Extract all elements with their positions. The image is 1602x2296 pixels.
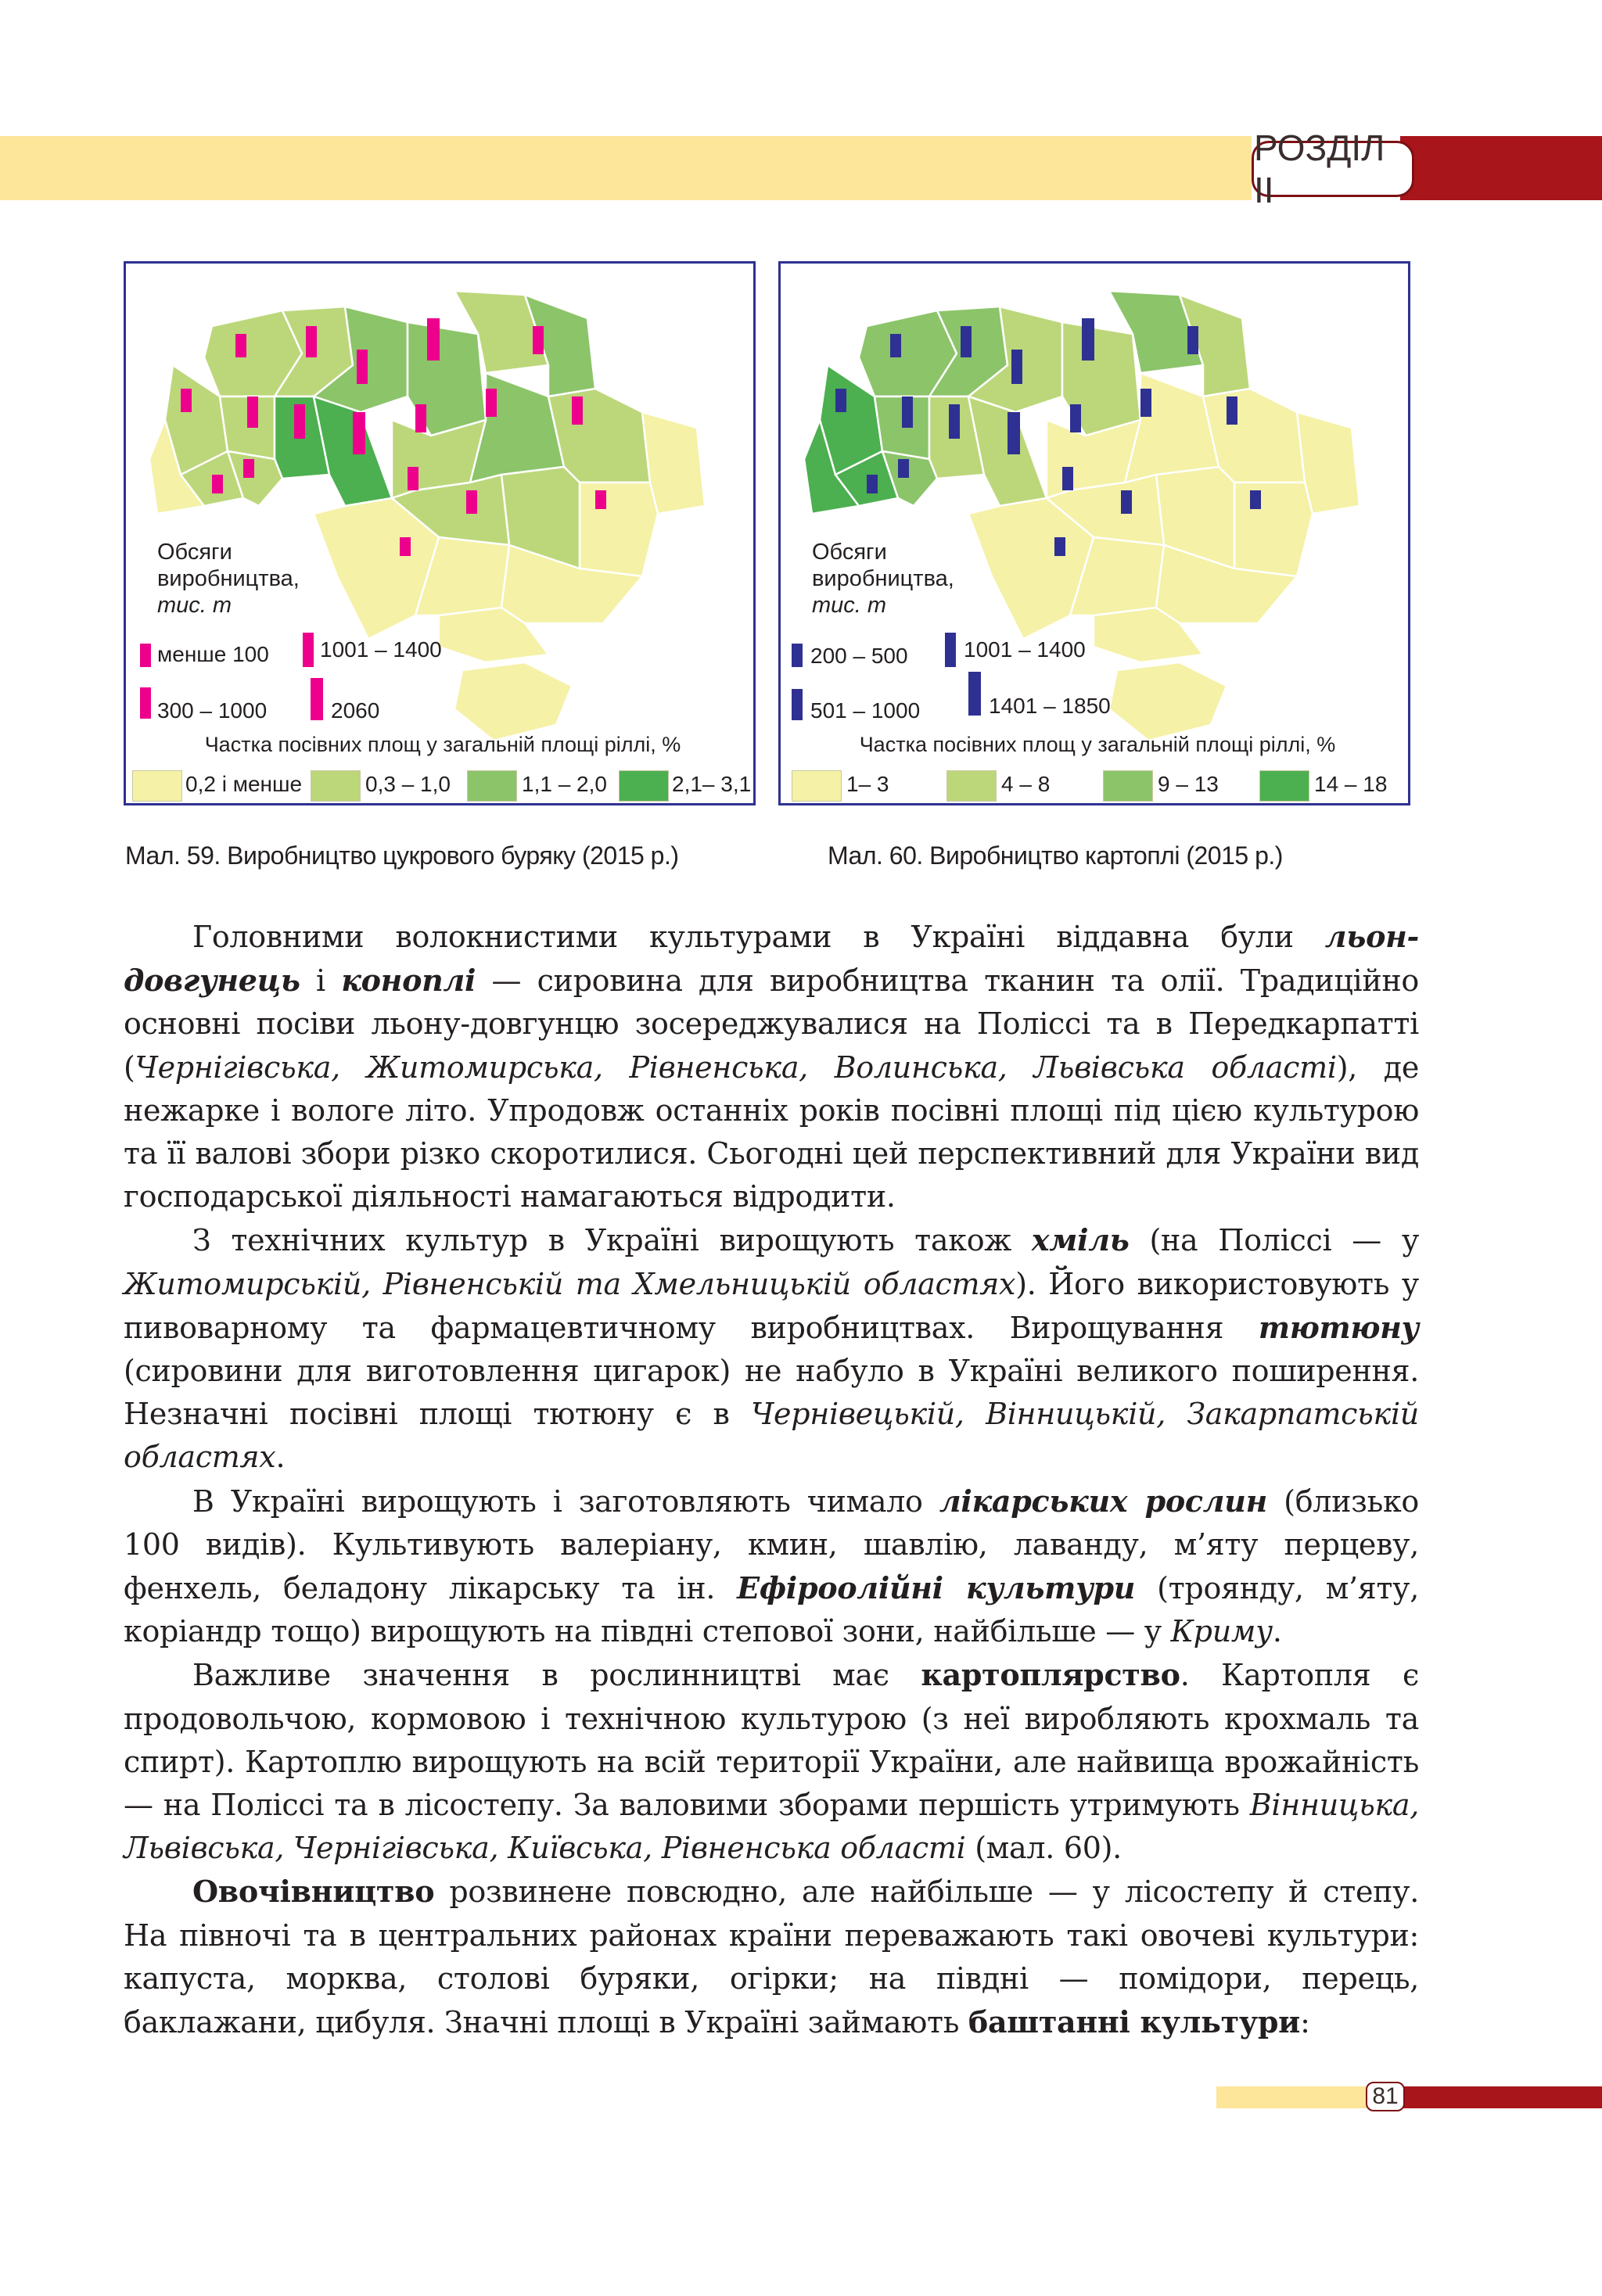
legend-volume-4: 1401 – 1850 <box>989 694 1111 718</box>
share-legend-title: Частка посівних площ у загальній площі ріллі, % <box>204 733 681 756</box>
text-run: (на Поліссі — у <box>1129 1223 1419 1258</box>
paragraph <box>124 1480 1419 1654</box>
text-run: З технічних культур в Україні вирощують також <box>192 1223 1032 1258</box>
text-run: Вінницька, Львівська, Чернігівська, Київська, Рівненська області <box>124 1788 1419 1866</box>
share-legend-title: Частка посівних площ у загальній площі ріллі, % <box>859 733 1336 756</box>
text-run: (близько 100 видів). Культивують валеріану, кмин, шавлію, лаванду, м’яту перцеву, фенхель, беладону лікарську та ін. <box>124 1483 1419 1606</box>
text-run: хміль <box>1031 1222 1130 1258</box>
legend-volume-2: 1001 – 1400 <box>964 637 1086 662</box>
text-run: розвинене повсюдно, але найбільше — у лісостепу й степу. На півночі та в центральних районах країни переважають такі овочеві культури: капуста, морква, столові буряки, огірки; на півдні — помідори, перець, баклажани, цибуля. Значні площі в Україні займають <box>124 1874 1419 2040</box>
share-label-1: 0,2 і менше <box>185 772 303 796</box>
share-label-2: 0,3 – 1,0 <box>365 772 451 796</box>
text-run: баштанні культури <box>968 2004 1301 2040</box>
text-run: (троянду, м’яту, коріандр тощо) вирощують на півдні степової зони, найбільше — у <box>124 1571 1419 1649</box>
footer-accent <box>1400 2086 1602 2108</box>
production-bar <box>247 396 258 428</box>
share-swatch-4 <box>1259 770 1309 802</box>
text-run: Головними волокнистими культурами в Україні віддавна були <box>192 920 1325 954</box>
share-swatch-2 <box>311 770 361 802</box>
text-run: — сировина для виробництва тканин та олії. Традиційно основні посіви льону-довгунцю зосереджувалися на Поліссі та в Передкарпатті ( <box>124 963 1419 1085</box>
text-run: Чернівецькій, Вінницькій, Закарпатській областях <box>124 1397 1419 1475</box>
legend-bar-max <box>968 672 981 716</box>
text-run: . <box>275 1440 286 1475</box>
region-donetsk <box>580 483 658 576</box>
region-donetsk <box>1234 483 1313 576</box>
production-bar <box>961 326 972 357</box>
share-swatch-3 <box>1103 770 1153 802</box>
production-bar <box>306 326 317 357</box>
text-run: ), де нежарке і вологе літо. Упродовж останніх років посівні площі під цією культурою та її валові збори різко скоротилися. Сьогодні цей перспективний для України вид господарської діяльності намагаються відродити. <box>124 1049 1420 1214</box>
header-accent <box>1400 136 1602 200</box>
text-run: Овочівництво <box>192 1874 435 1910</box>
production-bar <box>572 396 583 425</box>
production-bar <box>533 326 544 354</box>
share-swatch-3 <box>467 770 517 802</box>
legend-bar-large <box>303 633 314 667</box>
production-bar <box>1082 318 1094 361</box>
text-run: Криму <box>1170 1614 1273 1649</box>
legend-volume-1: 200 – 500 <box>810 644 908 668</box>
production-bar <box>486 389 497 417</box>
body-text <box>124 915 1419 2044</box>
text-run: Ефіроолійні культури <box>737 1570 1136 1606</box>
text-run: льон-довгунець <box>124 919 1419 999</box>
production-bar <box>235 334 246 357</box>
production-bar <box>357 350 368 384</box>
production-bar <box>1187 326 1198 354</box>
legend-bar-medium <box>140 687 151 719</box>
production-bar <box>181 389 192 412</box>
text-run: коноплі <box>341 963 476 999</box>
legend-bar-small <box>140 644 151 667</box>
text-run: (сировини для виготовлення цигарок) не набуло в Україні великого поширення. Незначні посівні площі тютюну є в <box>124 1354 1419 1432</box>
legend-bar-small <box>792 644 803 667</box>
legend-bar-medium <box>792 689 803 720</box>
text-run: Житомирській, Рівненській та Хмельницькій областях <box>124 1266 1016 1301</box>
paragraph <box>124 1870 1419 2044</box>
production-bar <box>1062 467 1073 490</box>
production-bar <box>902 396 913 428</box>
legend-volume-3: 501 – 1000 <box>810 698 921 723</box>
share-label-4: 14 – 18 <box>1314 772 1388 796</box>
text-run: картоплярство <box>921 1657 1180 1693</box>
production-bar <box>1070 404 1081 432</box>
share-swatch-1 <box>132 770 182 802</box>
production-bar <box>867 475 878 493</box>
production-bar <box>1121 490 1132 514</box>
share-swatch-4 <box>619 770 669 802</box>
legend-volume-2: 1001 – 1400 <box>320 637 442 662</box>
legend-volume-4: 2060 <box>331 698 380 723</box>
share-label-1: 1– 3 <box>846 772 889 796</box>
legend-volume-3: 300 – 1000 <box>157 698 268 723</box>
paragraph <box>124 1653 1419 1870</box>
figure-potato-map <box>778 261 1410 805</box>
production-bar <box>595 490 606 509</box>
legend-bar-large <box>945 633 956 667</box>
legend-volume-1: менше 100 <box>157 642 269 666</box>
production-bar <box>466 490 477 514</box>
production-bar <box>415 404 426 432</box>
production-bar <box>1140 389 1151 417</box>
production-bar <box>949 404 960 439</box>
region-crimea <box>1109 662 1227 741</box>
text-run: В Україні вирощують і заготовляють чимало <box>192 1483 939 1519</box>
production-bar <box>898 459 909 478</box>
text-run: Важливе значення в рослинництві має <box>192 1658 921 1693</box>
share-label-4: 2,1– 3,1 <box>672 772 752 796</box>
production-bar <box>890 334 901 357</box>
figure-caption-59: Мал. 59. Виробництво цукрового буряку (2015 р.) <box>125 841 679 870</box>
production-bar <box>408 467 418 490</box>
production-bar <box>1250 490 1261 509</box>
text-run: і <box>300 963 342 999</box>
figure-caption-60: Мал. 60. Виробництво картоплі (2015 р.) <box>828 841 1283 870</box>
share-label-2: 4 – 8 <box>1001 772 1051 796</box>
legend-bar-max <box>311 678 323 720</box>
text-run: (мал. 60). <box>965 1831 1122 1866</box>
share-swatch-2 <box>946 770 997 802</box>
paragraph <box>124 1218 1419 1479</box>
text-run: : <box>1300 2005 1310 2040</box>
production-bar <box>427 318 440 361</box>
production-bar <box>1054 537 1065 556</box>
text-run: . <box>1272 1614 1282 1649</box>
region-crimea <box>454 662 572 741</box>
header-band <box>0 136 1252 200</box>
section-label: РОЗДІЛ ІІ <box>1252 141 1414 197</box>
production-bar <box>835 389 846 412</box>
page-number: 81 <box>1366 2082 1405 2111</box>
footer-band <box>1216 2086 1367 2108</box>
figure-sugar-beet-map <box>124 261 756 805</box>
production-bar <box>400 537 411 556</box>
text-run: Чернігівська, Житомирська, Рівненська, Волинська, Львівська області <box>135 1049 1337 1085</box>
production-bar <box>294 404 305 439</box>
paragraph <box>124 915 1419 1218</box>
production-bar <box>1227 396 1237 425</box>
share-swatch-1 <box>792 770 842 802</box>
share-label-3: 9 – 13 <box>1158 772 1219 796</box>
text-run: . Картопля є продовольчою, кормовою і технічною культурою (з неї виробляють крохмаль та спирт). Картоплю вирощують на всій території України, але найвища врожайність — на Поліссі та в лісостепу. За валовими зборами першість утримують <box>124 1658 1419 1823</box>
legend-title: Обсяги виробництва, тис. т <box>812 540 954 618</box>
text-run: лікарських рослин <box>939 1483 1267 1519</box>
text-run: тютюну <box>1258 1309 1419 1345</box>
production-bar <box>1008 412 1020 454</box>
share-label-3: 1,1 – 2,0 <box>522 772 607 796</box>
production-bar <box>1011 350 1022 384</box>
production-bar <box>243 459 254 478</box>
production-bar <box>353 412 365 454</box>
production-bar <box>212 475 223 493</box>
text-run: ). Його використовують у пивоварному та фармацевтичному виробництвах. Вирощування <box>124 1266 1419 1345</box>
legend-title: Обсяги виробництва, тис. т <box>157 540 300 618</box>
